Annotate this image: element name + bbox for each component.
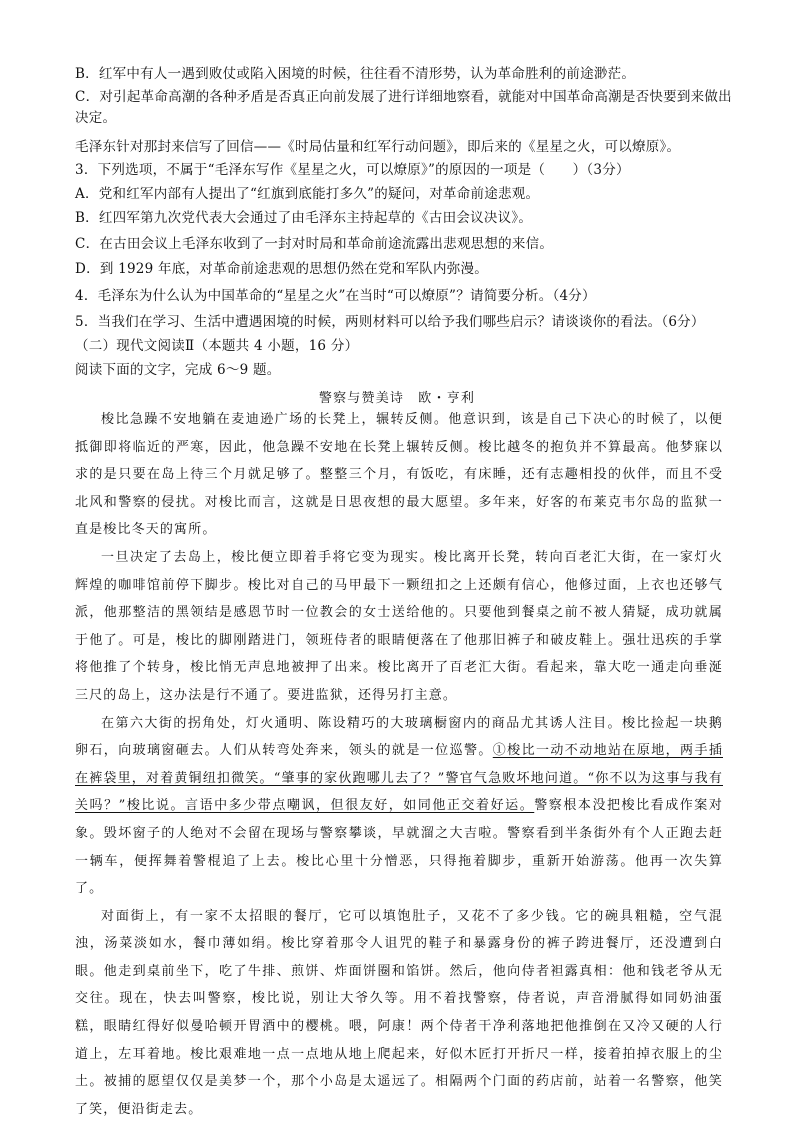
section-instruction: 阅读下面的文字，完成 6～9 题。 xyxy=(75,362,281,378)
question-3-option-c: C．在古田会议上毛泽东收到了一封对时局和革命前途流露出悲观思想的来信。 xyxy=(75,236,554,252)
question-5: 5．当我们在学习、生活中遭遇困境的时候，两则材料可以给予我们哪些启示？请谈谈你的看法。（6分） xyxy=(75,314,705,330)
paragraph-1: 梭比急躁不安地躺在麦迪逊广场的长凳上，辗转反侧。他意识到，该是自己下决心的时候了，以便抵御即将临近的严寒，因此，他急躁不安地在长凳上辗转反侧。梭比越冬的抱负并不算最高。他梦寐以求的是只要在岛上待三个月就足够了。整整三个月，有饭吃，有床睡，还有志趣相投的伙伴，而且不受北风和警察的侵扰。对梭比而言，这就是日思夜想的最大愿望。多年来，好客的布莱克韦尔岛的监狱一直是梭比冬天的寓所。 xyxy=(75,412,723,538)
paragraph-3-start: 在第六大街的拐角处，灯火通明、陈设精巧的大玻璃橱窗内的商品尤其诱人注目。梭比捡起一块鹅卵石，向玻璃窗砸去。人们从转弯处奔来，领头的就是一位巡警。 xyxy=(75,715,723,759)
paragraph-3 xyxy=(75,710,723,903)
paragraph-3-end: 警察根本没把梭比看成作案对象。毁坏窗子的人绝对不会留在现场与警察攀谈，早就溜之大吉啦。警察看到半条街外有个人正跑去赶一辆车，便挥舞着警棍追了上去。梭比心里十分憎恶，只得拖着脚步，重新开始游荡。他再一次失算了。 xyxy=(75,798,723,897)
reply-note: 毛泽东针对那封来信写了回信——《时局估量和红军行动问题》，即后来的《星星之火，可以燎原》。 xyxy=(75,139,681,155)
question-3: 3．下列选项，不属于“毛泽东写作《星星之火，可以燎原》”的原因的一项是（ ）（3分） xyxy=(75,162,630,178)
section-heading: （二）现代文阅读Ⅱ（本题共 4 小题，16 分） xyxy=(75,338,359,354)
paragraph-2: 一旦决定了去岛上，梭比便立即着手将它变为现实。梭比离开长凳，转向百老汇大街，在一家灯火辉煌的咖啡馆前停下脚步。梭比对自己的马甲最下一颗纽扣之上还颇有信心，他修过面，上衣也还够气派，他那整洁的黑领结是感恩节时一位教会的女士送给他的。只要他到餐桌之前不被人猜疑，成功就属于他了。可是，梭比的脚刚踏进门，领班侍者的眼睛便落在了他那旧裤子和破皮鞋上。强壮迅疾的手掌将他推了个转身，梭比悄无声息地被押了出来。梭比离开了百老汇大街。看起来，靠大吃一通走向垂涎三尺的岛上，这办法是行不通了。要进监狱，还得另打主意。 xyxy=(75,549,723,703)
question-3-option-a: A．党和红军内部有人提出了“红旗到底能打多久”的疑问，对革命前途悲观。 xyxy=(75,186,540,202)
question-4: 4．毛泽东为什么认为中国革命的“星星之火”在当时“可以燎原”？请简要分析。（4分） xyxy=(75,288,596,304)
option-b-prev: B．红军中有人一遇到败仗或陷入困境的时候，往往看不清形势，认为革命胜利的前途渺茫。 xyxy=(75,66,636,82)
paragraph-4: 对面街上，有一家不太招眼的餐厅，它可以填饱肚子，又花不了多少钱。它的碗具粗糙，空气混浊，汤菜淡如水，餐巾薄如绢。梭比穿着那令人诅咒的鞋子和暴露身份的裤子跨进餐厅，还没遭到白眼。他走到桌前坐下，吃了牛排、煎饼、炸面饼圈和馅饼。然后，他向侍者袒露真相：他和钱老爷从无交往。现在，快去叫警察，梭比说，别让大爷久等。用不着找警察，侍者说，声音滑腻得如同奶油蛋糕，眼睛红得好似曼哈顿开胃酒中的樱桃。喂，阿康！两个侍者干净利落地把他推倒在又冷又硬的人行道上，左耳着地。梭比艰难地一点一点地从地上爬起来，好似木匠打开折尺一样，接着拍掉衣服上的尘土。被捕的愿望仅仅是美梦一个，那个小岛是太遥远了。相隔两个门面的药店前，站着一名警察，他笑了笑，便沿街走去。 xyxy=(75,908,723,1117)
underlined-sentence-1: ①梭比一动不动地站在原地，两手插在裤袋里，对着黄铜纽扣微笑。“肇事的家伙跑哪儿去了？”警官气急败坏地问道。“你不以为这事与我有关吗？”梭比说。言语中多少带点嘲讽，但很友好，如同他正交着好运。 xyxy=(75,743,723,814)
question-3-option-d: D．到 1929 年底，对革命前途悲观的思想仍然在党和军队内弥漫。 xyxy=(75,261,489,277)
passage-body xyxy=(75,406,723,1123)
passage-title: 警察与赞美诗 欧・亨利 xyxy=(318,391,476,406)
question-3-option-b: B．红四军第九次党代表大会通过了由毛泽东主持起草的《古田会议决议》。 xyxy=(75,210,533,226)
option-c-prev: C．对引起革命高潮的各种矛盾是否真正向前发展了进行详细地察看，就能对中国革命高潮是否快要到来做出决定。 xyxy=(75,89,732,126)
